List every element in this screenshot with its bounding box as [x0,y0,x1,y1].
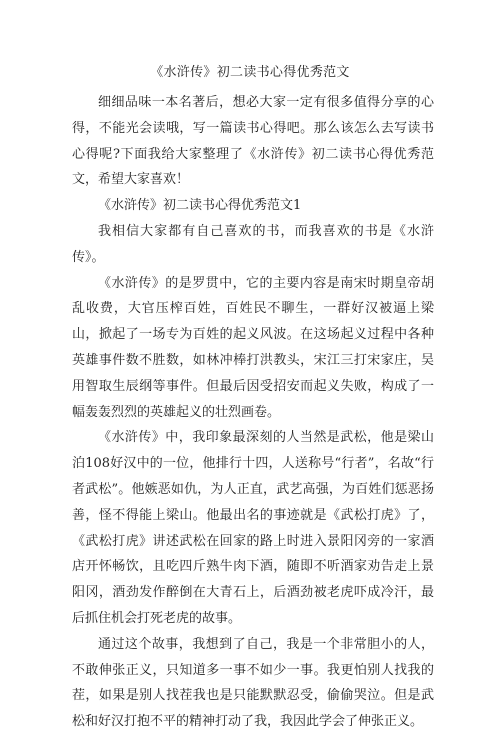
body-paragraph: 《水浒传》中，我印象最深刻的人当然是武松，他是梁山泊108好汉中的一位，他排行十四，人送称号“行者”，名故“行者武松”。他嫉恶如仇，为人正直，武艺高强，为百姓们惩恶扬善，怪不得能上梁山。他最出名的事迹就是《武松打虎》了，《武松打虎》讲述武松在回家的路上时进入景阳冈旁的一家酒店开怀畅饮，且吃四斤熟牛肉下酒，随即不听酒家劝告走上景阳冈，酒劲发作醉倒在大青石上，后酒劲被老虎吓成冷汗，最后抓住机会打死老虎的故事。 [72,430,434,626]
body-paragraph: 我相信大家都有自己喜欢的书，而我喜欢的书是《水浒传》。 [72,223,434,265]
intro-paragraph: 细细品味一本名著后，想必大家一定有很多值得分享的心得，不能光会读哦，写一篇读书心得吧。那么该怎么去写读书心得呢?下面我给大家整理了《水浒传》初二读书心得优秀范文，希望大家喜欢！ [72,95,434,188]
body-paragraph: 《水浒传》的是罗贯中，它的主要内容是南宋时期皇帝胡乱收费，大官压榨百姓，百姓民不聊生，一群好汉被逼上梁山，掀起了一场专为百姓的起义风波。在这场起义过程中各种英雄事件数不胜数，如林冲棒打洪教头，宋江三打宋家庄，吴用智取生辰纲等事件。但最后因受招安而起义失败，构成了一幅轰轰烈烈的英雄起义的壮烈画卷。 [72,275,434,420]
document-body [72,90,434,735]
section-subtitle: 《水浒传》初二读书心得优秀范文1 [98,198,302,214]
document-title: 《水浒传》初二读书心得优秀范文 [150,65,350,80]
body-paragraph: 通过这个故事，我想到了自己，我是一个非常胆小的人，不敢伸张正义，只知道多一事不如少一事。我更怕别人找我的茬，如果是别人找茬我也是只能默默忍受，偷偷哭泣。但是武松和好汉打抱不平的精神打动了我，我因此学会了伸张正义。 [72,636,434,730]
